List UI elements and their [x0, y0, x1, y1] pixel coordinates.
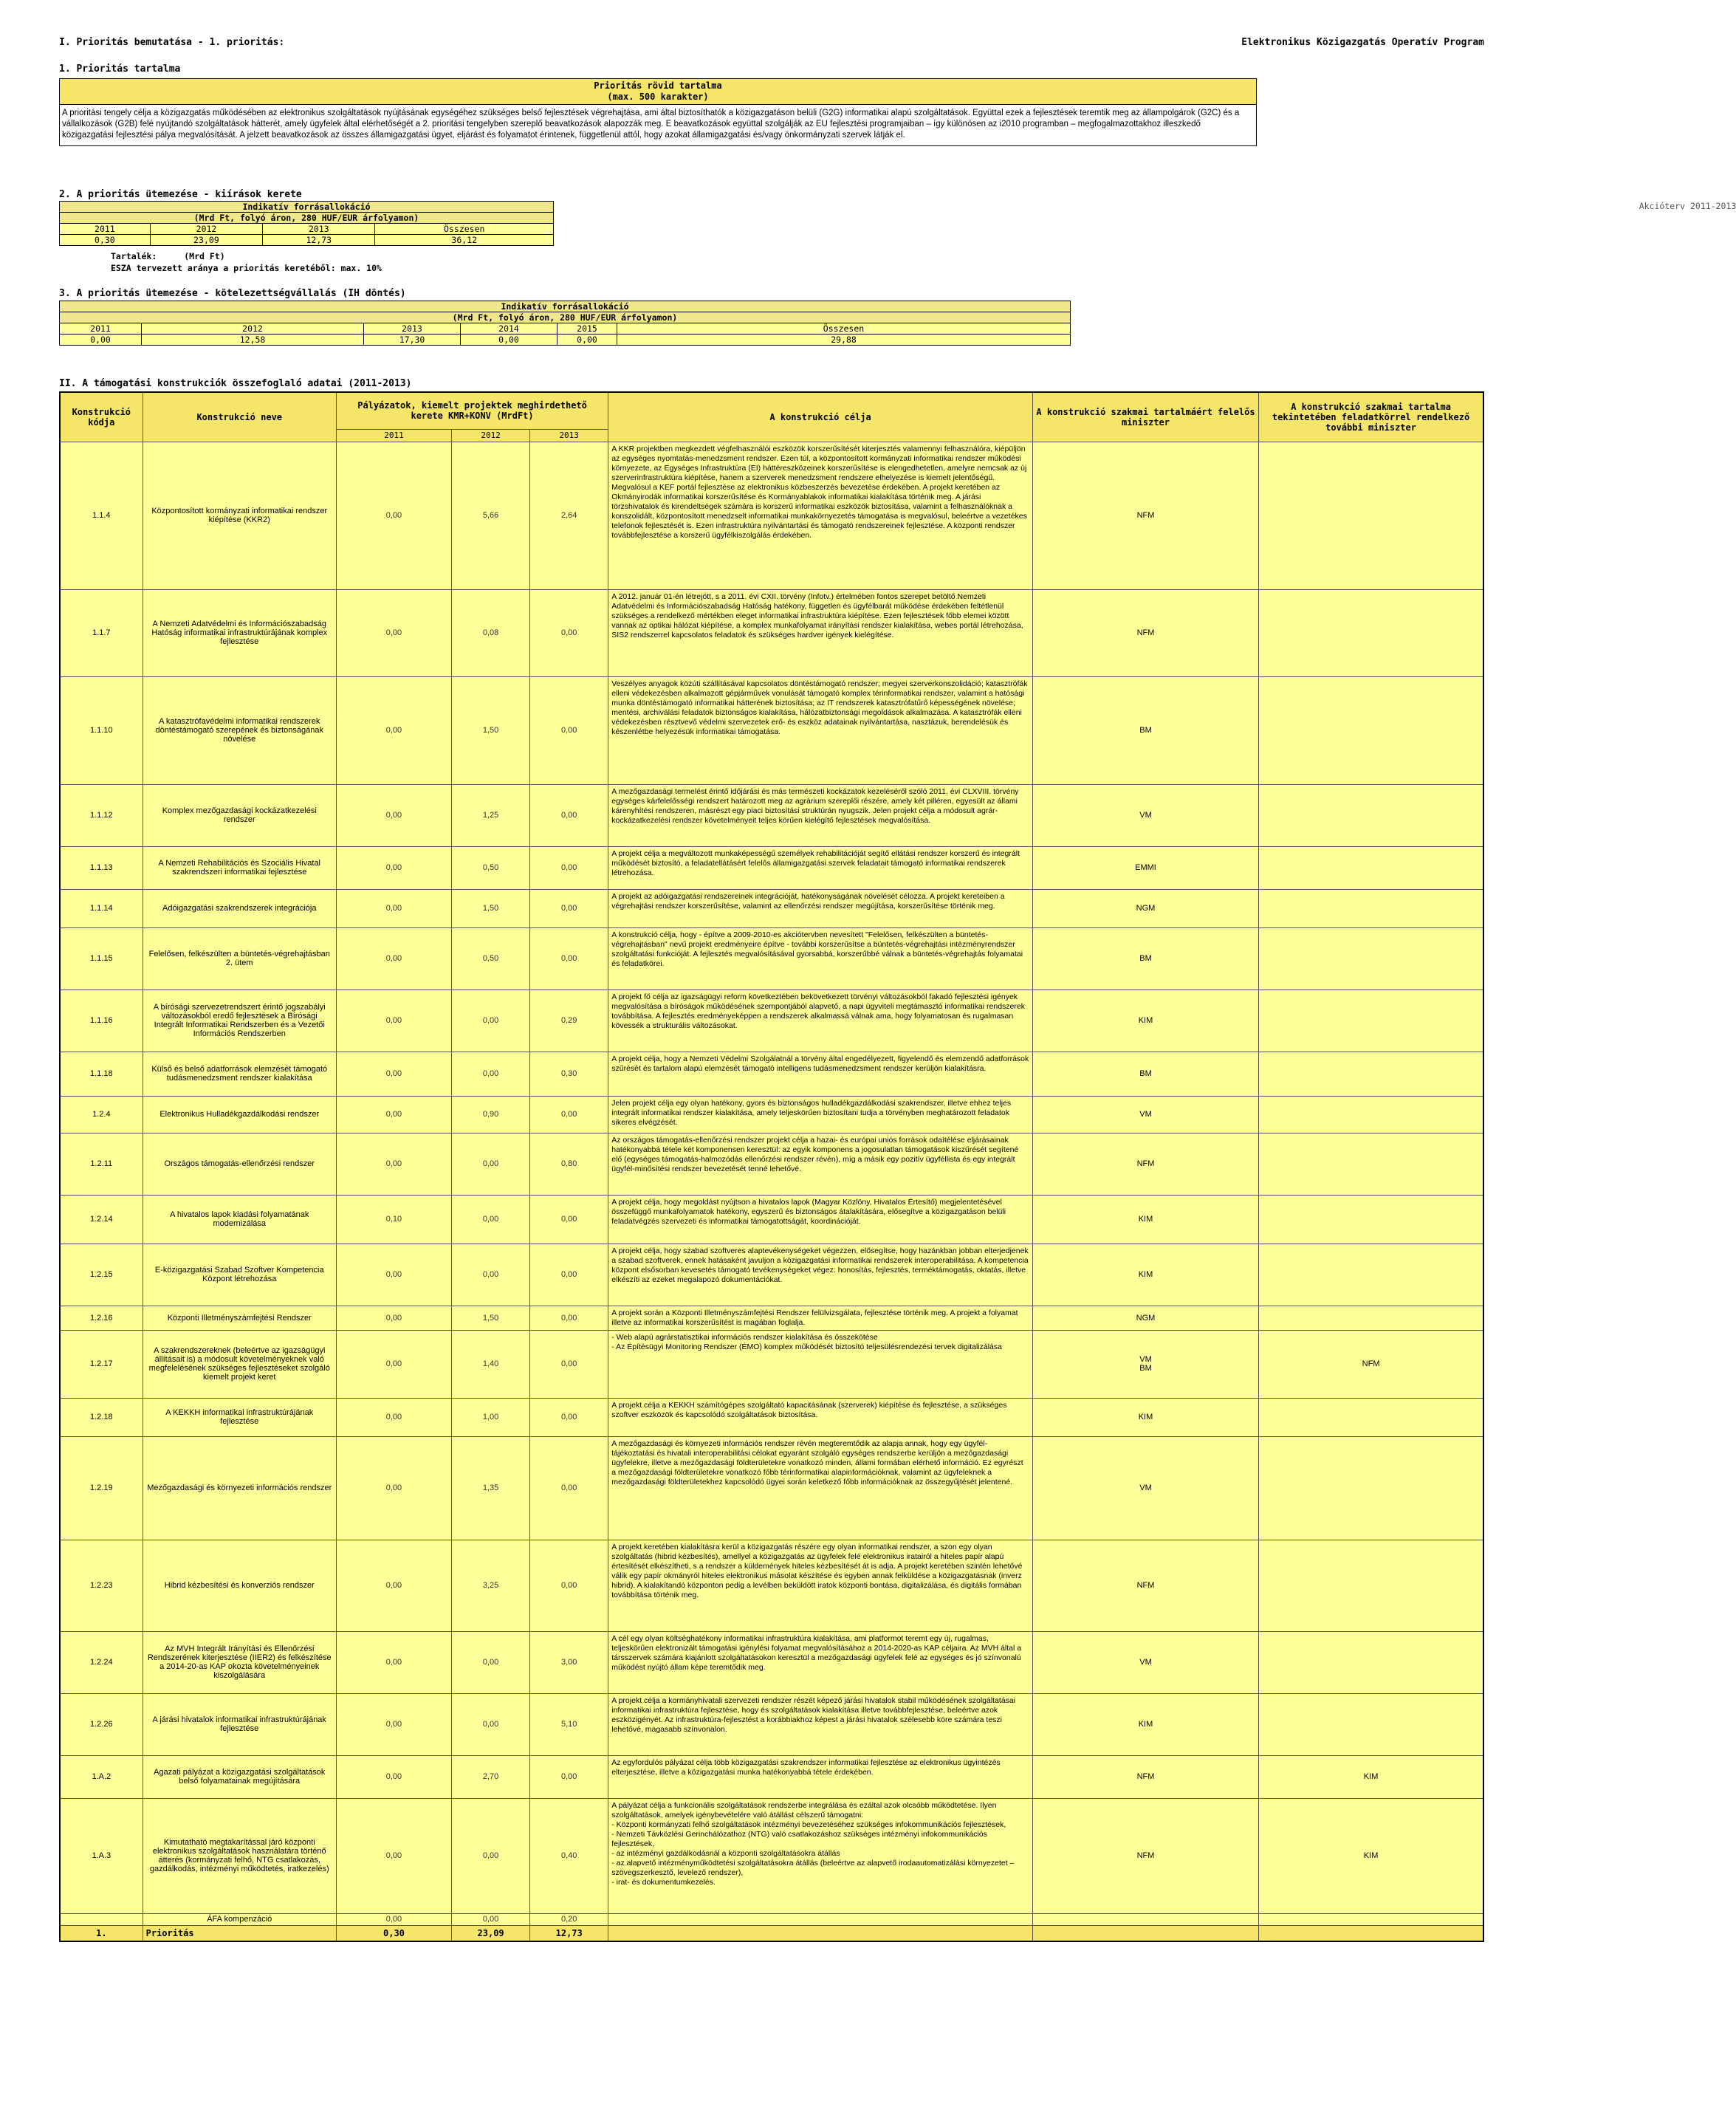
value-2011: 0,00	[336, 1755, 451, 1798]
page-header-right	[1241, 37, 1736, 211]
table-row	[60, 676, 1483, 784]
col-code-header: Konstrukció kódja	[60, 392, 143, 442]
construction-code: 1.2.15	[60, 1244, 143, 1306]
reserve-label: Tartalék:	[111, 251, 157, 261]
table-row	[60, 1631, 1483, 1693]
other-minister	[1259, 1540, 1483, 1631]
construction-code: 1.1.13	[60, 846, 143, 889]
value-2013: 0,00	[530, 784, 608, 846]
construction-name: Külső és belső adatforrások elemzését támogató tudásmenedzsment rendszer kialakítása	[143, 1052, 336, 1096]
value-2012: 0,00	[452, 990, 530, 1052]
responsible-minister: NFM	[1032, 589, 1258, 676]
other-minister	[1259, 1631, 1483, 1693]
construction-goal: A projekt célja a KEKKH számítógépes szolgáltató kapacitásának (szerverek) kiépítése és fejlesztése, a szükséges szoftver eszközök és kapcsolódó szolgáltatások biztosítása.	[608, 1398, 1033, 1436]
alloc-value: 23,09	[150, 235, 262, 246]
table-row	[60, 846, 1483, 889]
construction-goal: - Web alapú agrárstatisztikai információs rendszer kialakítása és összekötése - Az Építésügyi Monitoring Rendszer (ÉMO) komplex működését biztosító teljesülésrendezési tervek digitalizálása	[608, 1330, 1033, 1398]
alloc-col: Összesen	[375, 224, 554, 235]
responsible-minister: VM	[1032, 1096, 1258, 1133]
value-2011: 0,00	[336, 1133, 451, 1195]
table-row	[60, 1096, 1483, 1133]
other-minister	[1259, 1052, 1483, 1096]
construction-code: 1.1.4	[60, 442, 143, 589]
total-row	[60, 1925, 1483, 1941]
total-empty	[608, 1925, 1033, 1941]
construction-name: Elektronikus Hulladékgazdálkodási rendszer	[143, 1096, 336, 1133]
value-2012: 0,00	[452, 1052, 530, 1096]
table-row	[60, 1913, 1483, 1925]
responsible-minister: NGM	[1032, 889, 1258, 927]
commit-value: 0,00	[461, 335, 557, 346]
value-2012: 0,00	[452, 1798, 530, 1913]
construction-goal: A projekt során a Központi Illetményszámfejtési Rendszer felülvizsgálata, fejlesztése történik meg. A projekt a folyamat illetve az informatikai korszerűsítést is magában foglalja.	[608, 1306, 1033, 1330]
value-2012: 0,90	[452, 1096, 530, 1133]
other-minister	[1259, 1096, 1483, 1133]
value-2012: 2,70	[452, 1755, 530, 1798]
priority-content-body: A prioritási tengely célja a közigazgatás működésében az elektronikus szolgáltatások nyújtásának egységéhez szükséges belső fejlesztések végrehajtása, ami által biztosíthatók a közigazgatáson belüli (G2G) informatikai alapú szolgáltatások. Együttal ezek a fejlesztések teremtik meg az állampolgárok (G2C) és a vállalkozások (G2B) felé nyújtandó szolgáltatások hátterét, amely ügyfelek által elérhetőségét a 2. prioritási tengelyben szereplő beavatkozások alapozzák meg. E beavatkozások együttal szolgálják az EU fejlesztési programjaiban – így különösen az i2010 programban – megfogalmazottakhoz illeszkedő közigazgatási fejlesztési pálya megvalósítását. A jelzett beavatkozások az összes államigazgatási ügyet, eljárást és folyamatot érintenek, függetlenül attól, hogy azokat államigazgatási és/vagy önkormányzati szervek látják el.	[62, 109, 1240, 140]
construction-code: 1.1.12	[60, 784, 143, 846]
construction-goal: A projekt célja, hogy a Nemzeti Védelmi Szolgálatnál a törvény által engedélyezett, figyelendő és elemzendő adatforrások szűrését és tartalom alapú elemzését támogató intelligens tudásmenedzsment rendszer kerüljön kialakításra.	[608, 1052, 1033, 1096]
total-empty	[1259, 1925, 1483, 1941]
construction-goal: A konstrukció célja, hogy - építve a 2009-2010-es akciótervben nevesített "Felelősen, felkészülten a büntetés-végrehajtásban" nevű projekt eredményeire építve - további korszerűsítse a büntetés-végrehajtási intézményrendszer szolgáltatási funkcióját. A fejlesztés megvalósításával gyorsabbá, korszerűbbé válnak a büntetés-végrehajtás folyamatai és feladatkörei.	[608, 927, 1033, 990]
section1-heading: 1. Prioritás tartalma	[59, 64, 181, 75]
construction-goal: A KKR projektben megkezdett végfelhasználói eszközök korszerűsítését kiterjesztés valamennyi felhasználóra, kiépüljön az egységes nyomtatás-menedzsment rendszer. Ezen túl, a központosított kormányzati informatikai rendszer működési környezete, az Egységes Infrastruktúra (EI) háttéreszközeinek korszerűsítése is elengedhetetlen, amelyre nemcsak az új szerverinfrastruktúra kiépítése, hanem a szerverek menedzsment rendszere elhelyezése is kiemelt jelentőségű. Megvalósul a KEF portál fejlesztése az elektronikus közbeszerzés bevezetése érdekében. A projekt keretében az Okmányirodák informatikai korszerűsítése és Kormányablakok informatikai kialakítása történik meg. A járási törzshivatalok és kirendeltségek számára is korszerű informatikai eszközök biztosítása, valamint a felhasználóknak a konszolidált, központosított menedzselt informatikai munkakörnyezetés támogatása is megvalósul, beleértve a vezetékes telefonok fejlesztését is. Ezen infrastruktúra nyilvántartási és támogató rendszereinek fejlesztése. A központi rendszer továbbfejlesztése a korszerű ügyfélkiszolgálás érdekében.	[608, 442, 1033, 589]
table-row	[60, 1398, 1483, 1436]
value-2013: 0,00	[530, 927, 608, 990]
responsible-minister: VM	[1032, 1436, 1258, 1540]
value-2013: 2,64	[530, 442, 608, 589]
table-row	[60, 889, 1483, 927]
value-2013: 3,00	[530, 1631, 608, 1693]
construction-goal: Az országos támogatás-ellenőrzési rendszer projekt célja a hazai- és európai uniós források odaítélése eljárásainak hatékonyabbá tétele két komponensen keresztül: az egyik komponens a jogosulatlan támogatások kiszűrését segítené elő (egységes támogatás-halmozódás ellenőrzési rendszer révén), míg a másik egy pozitív ügyféllista és egy integrált ügyfél-minősítési rendszer bevezetését tenné lehetővé.	[608, 1133, 1033, 1195]
construction-goal: A projekt az adóigazgatási rendszereinek integrációját, hatékonyságának növelését célozza. A projekt kereteiben a végrehajtási rendszer korszerűsítése, valamint az ellenőrzési rendszer megújítása, korszerűsítése történik meg.	[608, 889, 1033, 927]
year-header: 2011	[336, 429, 451, 442]
table-row	[60, 589, 1483, 676]
total-code: 1.	[60, 1925, 143, 1941]
year-header: 2013	[530, 429, 608, 442]
value-2013: 0,80	[530, 1133, 608, 1195]
table-row	[60, 1540, 1483, 1631]
construction-name: A katasztrófavédelmi informatikai rendszerek döntéstámogató szerepének és biztonságának növelése	[143, 676, 336, 784]
responsible-minister: VM	[1032, 1631, 1258, 1693]
value-2013: 0,00	[530, 889, 608, 927]
construction-code: 1.2.17	[60, 1330, 143, 1398]
value-2013: 0,40	[530, 1798, 608, 1913]
priority-content-title	[60, 79, 1256, 105]
value-2011: 0,00	[336, 589, 451, 676]
allocation-table-calls	[59, 201, 554, 246]
value-2012: 1,50	[452, 676, 530, 784]
value-2012: 1,25	[452, 784, 530, 846]
construction-name: A KEKKH informatikai infrastruktúrájának fejlesztése	[143, 1398, 336, 1436]
alloc-col: 2011	[60, 224, 151, 235]
section4-heading: II. A támogatási konstrukciók összefoglaló adatai (2011-2013)	[59, 378, 412, 389]
priority-content-box	[59, 78, 1257, 146]
construction-name: Felelősen, felkészülten a büntetés-végrehajtásban 2. ütem	[143, 927, 336, 990]
construction-goal: A mezőgazdasági és környezeti információs rendszer révén megteremtődik az alapja annak, hogy egy ügyfél-tájékoztatási és hivatali interoperabilitási célokat egyaránt szolgáló egységes rendszerbe kerüljön a mezőgazdasági ügyfelekre, illetve a mezőgazdasági földterületekre vonatkozó minden, állami formában elérhető információ. Ez egyrészt a mezőgazdasági földterületekre vonatkozó főbb térinformatikai alapinformációknak, valamint az ügyfeleknek a mezőgazdasági földterületekhez kapcsolódó ügyei során keletkező főbb információknak az összegyűjtését jelentené.	[608, 1436, 1033, 1540]
value-2012: 0,00	[452, 1631, 530, 1693]
commit-col: 2014	[461, 323, 557, 335]
construction-code: 1.2.18	[60, 1398, 143, 1436]
construction-goal: Veszélyes anyagok közúti szállításával kapcsolatos döntéstámogató rendszer; megyei szerverkonszolidáció; katasztrófák elleni védekezésben alkalmazott gépjárművek vonulását támogató komplex térinformatikai rendszer, valamint a hatósági munka döntéstámogató informatikai hátterének biztosítása; az IT rendszerek katasztrófatűrő képességének növelése; mentési, archiválási feladatok biztonságos kialakítása, hálózatbiztonsági megoldások alkalmazása. A katasztrófák elleni védekezésben résztvevő védelmi szervezetek erő- és eszköz adatainak nyilvántartása, nasztázuk, berendelésük és készenlétbe helyezésük informatikai támogatása.	[608, 676, 1033, 784]
commit-subtitle: (Mrd Ft, folyó áron, 280 HUF/EUR árfolyamon)	[60, 312, 1071, 323]
construction-name: Mezőgazdasági és környezeti információs rendszer	[143, 1436, 336, 1540]
value-2012: 0,00	[452, 1913, 530, 1925]
construction-name: A bírósági szervezetrendszert érintő jogszabályi változásokból eredő fejlesztések a Bírósági Integrált Informatikai Rendszerben és a Vezetői Információs Rendszerben	[143, 990, 336, 1052]
construction-name: A Nemzeti Adatvédelmi és Információszabadság Hatóság informatikai infrastruktúrájának komplex fejlesztése	[143, 589, 336, 676]
value-2011: 0,00	[336, 1436, 451, 1540]
action-plan-label: Akcióterv 2011-2013	[1639, 201, 1736, 211]
table-row	[60, 1436, 1483, 1540]
construction-name: E-közigazgatási Szabad Szoftver Kompetencia Központ létrehozása	[143, 1244, 336, 1306]
responsible-minister: BM	[1032, 676, 1258, 784]
table-row	[60, 1195, 1483, 1244]
construction-code	[60, 1913, 143, 1925]
construction-code: 1.1.14	[60, 889, 143, 927]
other-minister: KIM	[1259, 1798, 1483, 1913]
value-2012: 1,40	[452, 1330, 530, 1398]
value-2011: 0,00	[336, 1398, 451, 1436]
value-2011: 0,00	[336, 927, 451, 990]
table-row	[60, 1798, 1483, 1913]
table-row	[60, 927, 1483, 990]
responsible-minister: BM	[1032, 927, 1258, 990]
alloc-value: 36,12	[375, 235, 554, 246]
other-minister	[1259, 676, 1483, 784]
construction-code: 1.1.18	[60, 1052, 143, 1096]
construction-goal: A mezőgazdasági termelést érintő időjárási és más természeti kockázatok kezeléséről szóló 2011. évi CLXVIII. törvény egységes kárfelelősségi rendszert határozott meg az agrárium szereplői részére, amely két pilléren, egyesült az állami kárenyhítési rendszeren, másrészt egy piaci biztosítási struktúrán nyugszik. Jelen projekt célja a módosult agrár-kockázatkezelési rendszer követelményeit teljes körűen kielégítő fejlesztések megvalósítása.	[608, 784, 1033, 846]
construction-name: Agazati pályázat a közigazgatási szolgáltatások belső folyamatainak megújítására	[143, 1755, 336, 1798]
construction-goal: Az egyfordulós pályázat célja több közigazgatási szakrendszer informatikai fejlesztése az elektronikus ügyintézés elterjesztése, illetve a közigazgatási munka hatékonyabbá tétele érdekében.	[608, 1755, 1033, 1798]
construction-name: Kimutatható megtakarítással járó központi elektronikus szolgáltatások használatára történő átterés (kormányzati felhő, NTG csatlakozás, gazdálkodás, intézményi működtetés, iratkezelés)	[143, 1798, 336, 1913]
construction-code: 1.2.16	[60, 1306, 143, 1330]
responsible-minister: KIM	[1032, 1693, 1258, 1755]
construction-name: A hivatalos lapok kiadási folyamatának modernizálása	[143, 1195, 336, 1244]
value-2012: 0,00	[452, 1244, 530, 1306]
other-minister	[1259, 784, 1483, 846]
value-2012: 0,50	[452, 846, 530, 889]
responsible-minister: NFM	[1032, 442, 1258, 589]
construction-code: 1.2.23	[60, 1540, 143, 1631]
construction-code: 1.2.19	[60, 1436, 143, 1540]
col-other-header: A konstrukció szakmai tartalma tekintetében feladatkörrel rendelkező további miniszter	[1259, 392, 1483, 442]
construction-goal: Jelen projekt célja egy olyan hatékony, gyors és biztonságos hulladékgazdálkodási szakrendszer, illetve ehhez teljes integrált informatikai rendszer kialakítása, amely teljeskörűen biztosítani tudja a törvényben meghatározott feladatok sikeres elvégzését.	[608, 1096, 1033, 1133]
col-budget-header: Pályázatok, kiemelt projektek meghirdethető kerete KMR+KONV (MrdFt)	[336, 392, 608, 429]
value-2011: 0,00	[336, 1631, 451, 1693]
value-2012: 1,00	[452, 1398, 530, 1436]
other-minister	[1259, 1693, 1483, 1755]
construction-code: 1.1.15	[60, 927, 143, 990]
value-2011: 0,00	[336, 1306, 451, 1330]
value-2011: 0,00	[336, 990, 451, 1052]
table-row	[60, 990, 1483, 1052]
value-2013: 5,10	[530, 1693, 608, 1755]
alloc-col: 2012	[150, 224, 262, 235]
commit-col: 2013	[364, 323, 461, 335]
value-2013: 0,29	[530, 990, 608, 1052]
commit-value: 0,00	[60, 335, 142, 346]
value-2013: 0,00	[530, 1244, 608, 1306]
construction-goal: A projekt célja, hogy szabad szoftveres alaptevékenységeket végezzen, elősegítse, hogy hazánkban jobban elterjedjenek a szabad szoftverek, ennek hatásaként javuljon a közigazgatási informatikai rendszerek interoperabilitása. A kompetencia központ elsősorban kevesetés támogató tevékenységeket végez: honosítás, fejlesztés, terméktámogatás, oktatás, illetve elkészíti az ezeket megalapozó dokumentációkat.	[608, 1244, 1033, 1306]
other-minister	[1259, 442, 1483, 589]
commit-title: Indikatív forrásallokáció	[60, 301, 1071, 312]
value-2011: 0,00	[336, 1052, 451, 1096]
responsible-minister: KIM	[1032, 1244, 1258, 1306]
other-minister	[1259, 589, 1483, 676]
value-2013: 0,00	[530, 1398, 608, 1436]
value-2011: 0,00	[336, 442, 451, 589]
commit-value: 0,00	[557, 335, 617, 346]
other-minister	[1259, 1436, 1483, 1540]
value-2011: 0,00	[336, 1693, 451, 1755]
value-2012: 5,66	[452, 442, 530, 589]
responsible-minister	[1032, 1913, 1258, 1925]
value-2011: 0,00	[336, 1798, 451, 1913]
value-2013: 0,20	[530, 1913, 608, 1925]
value-2013: 0,00	[530, 1436, 608, 1540]
box-title-line2: (max. 500 karakter)	[607, 92, 709, 102]
value-2011: 0,00	[336, 1913, 451, 1925]
value-2012: 1,50	[452, 1306, 530, 1330]
construction-code: 1.A.3	[60, 1798, 143, 1913]
other-minister	[1259, 1306, 1483, 1330]
value-2013: 0,00	[530, 589, 608, 676]
responsible-minister: KIM	[1032, 1398, 1258, 1436]
value-2013: 0,00	[530, 846, 608, 889]
section2-heading: 2. A prioritás ütemezése - kiírások kerete	[59, 189, 302, 200]
value-2011: 0,00	[336, 1244, 451, 1306]
total-label: Prioritás	[143, 1925, 336, 1941]
construction-name: Központi Illetményszámfejtési Rendszer	[143, 1306, 336, 1330]
responsible-minister: NFM	[1032, 1133, 1258, 1195]
year-header: 2012	[452, 429, 530, 442]
commit-value: 12,58	[142, 335, 364, 346]
esza-note: ESZA tervezett aránya a prioritás keretéből: max. 10%	[111, 263, 382, 273]
commit-col: 2012	[142, 323, 364, 335]
other-minister	[1259, 927, 1483, 990]
value-2013: 0,00	[530, 1306, 608, 1330]
value-2013: 0,00	[530, 1755, 608, 1798]
value-2012: 0,50	[452, 927, 530, 990]
value-2012: 0,00	[452, 1195, 530, 1244]
construction-goal: A projekt célja a megváltozott munkaképességű személyek rehabilitációját segítő ellátási rendszer korszerű és integrált működését biztosító, a feladatellátásért felelős államigazgatási szervek feladatait támogató informatikai rendszerek létrehozása.	[608, 846, 1033, 889]
total-2011: 0,30	[336, 1925, 451, 1941]
value-2013: 0,00	[530, 1096, 608, 1133]
commit-col: 2015	[557, 323, 617, 335]
table-row	[60, 1330, 1483, 1398]
reserve-note	[111, 251, 225, 261]
construction-code: 1.2.4	[60, 1096, 143, 1133]
total-empty	[1032, 1925, 1258, 1941]
responsible-minister: KIM	[1032, 1195, 1258, 1244]
alloc-value: 0,30	[60, 235, 151, 246]
other-minister	[1259, 846, 1483, 889]
col-minister-header: A konstrukció szakmai tartalmáért felelős miniszter	[1032, 392, 1258, 442]
construction-name: Központosított kormányzati informatikai rendszer kiépítése (KKR2)	[143, 442, 336, 589]
construction-code: 1.2.11	[60, 1133, 143, 1195]
table-row	[60, 1693, 1483, 1755]
construction-goal: A cél egy olyan költséghatékony informatikai infrastruktúra kialakítása, ami platformot teremt egy új, rugalmas, teljeskörűen elektronizált támogatási igénylési folyamat megvalósításához a 2014-2020-as KAP céljaira. Az MVH által a társszervek számára kiajánlott szolgáltatásokon keresztül a mezőgazdasági ügyfelek felé az egységes és jó színvonalú működést nyújtó állam képe teremtődik meg.	[608, 1631, 1033, 1693]
other-minister	[1259, 990, 1483, 1052]
other-minister	[1259, 1244, 1483, 1306]
responsible-minister: NFM	[1032, 1798, 1258, 1913]
table-row	[60, 1052, 1483, 1096]
responsible-minister: BM	[1032, 1052, 1258, 1096]
construction-name: ÁFA kompenzáció	[143, 1913, 336, 1925]
construction-name: Országos támogatás-ellenőrzési rendszer	[143, 1133, 336, 1195]
value-2011: 0,00	[336, 889, 451, 927]
allocation-table-commitments	[59, 301, 1071, 346]
other-minister	[1259, 1398, 1483, 1436]
other-minister	[1259, 1195, 1483, 1244]
commit-value: 17,30	[364, 335, 461, 346]
value-2012: 0,08	[452, 589, 530, 676]
other-minister	[1259, 1133, 1483, 1195]
value-2013: 0,00	[530, 1330, 608, 1398]
value-2012: 0,00	[452, 1133, 530, 1195]
table-row	[60, 442, 1483, 589]
construction-goal: A projekt fő célja az igazságügyi reform következtében bekövetkezett törvényi változásokból fakadó fejlesztési igények megvalósítása a bíróságok működésének szempontjából alapvető, a napi ügyviteli megtámasztó informatikai rendszerek továbbítása. A fejlesztés eredményeképpen a rendszerek alkalmassá válnak ama, hogy folyamatosan és rugalmasan kövessék a strukturális változásokat.	[608, 990, 1033, 1052]
responsible-minister: VM	[1032, 784, 1258, 846]
value-2011: 0,00	[336, 784, 451, 846]
table-row	[60, 1244, 1483, 1306]
responsible-minister: KIM	[1032, 990, 1258, 1052]
construction-code: 1.2.26	[60, 1693, 143, 1755]
construction-goal: A pályázat célja a funkcionális szolgáltatások rendszerbe integrálása és ezáltal azok olcsóbb működtetése. Ilyen szolgáltatások, amelyek igénybevételére való átállást célszerű támogatni: - Központi kormányzati felhő szolgáltatások intézményi bevezetéséhez szükséges infokommunikációs fejlesztések, - Nemzeti Távközlési Gerinchálózathoz (NTG) való csatlakozáshoz szükséges intézményi infokommunikációs fejlesztések, - az intézményi gazdálkodásnál a központi szolgáltatásokra átállás - az alapvető intézményműködtetési szolgáltatásokra átállás (beleértve az alapvető irodaautomatizálási környezetet – szövegszerkesztő, levelező rendszer), - irat- és dokumentumkezelés.	[608, 1798, 1033, 1913]
box-title-line1: Prioritás rövid tartalma	[594, 80, 722, 91]
value-2013: 0,00	[530, 1195, 608, 1244]
construction-goal	[608, 1913, 1033, 1925]
responsible-minister: NFM	[1032, 1540, 1258, 1631]
commit-col: Összesen	[617, 323, 1071, 335]
construction-name: A Nemzeti Rehabilitációs és Szociális Hivatal szakrendszeri informatikai fejlesztése	[143, 846, 336, 889]
other-minister: NFM	[1259, 1330, 1483, 1398]
value-2013: 0,00	[530, 1540, 608, 1631]
construction-goal: A projekt célja, hogy megoldást nyújtson a hivatalos lapok (Magyar Közlöny, Hivatalos Értesítő) megjelentetésével összefüggő munkafolyamatok hatékony, egyszerű és biztonságos átalakítására, elősegítve a közigazgatáson belüli feladatvégzés szervezeti és informatikai támogatottságát, koordinációját.	[608, 1195, 1033, 1244]
other-minister: KIM	[1259, 1755, 1483, 1798]
alloc-title: Indikatív forrásallokáció	[60, 202, 554, 213]
value-2011: 0,00	[336, 1540, 451, 1631]
construction-name: A járási hivatalok informatikai infrastruktúrájának fejlesztése	[143, 1693, 336, 1755]
value-2012: 1,35	[452, 1436, 530, 1540]
alloc-value: 12,73	[263, 235, 375, 246]
construction-goal: A projekt célja a kormányhivatali szervezeti rendszer részét képező járási hivatalok stabil működésének szolgáltatásai informatikai infrastruktúra fejlesztése, hogy és szolgáltatások kialakítása illetve továbbfejlesztése, beleértve azok eszközigényét. Az infrastruktúra-fejlesztést a korábbiakhoz képest a járási hivatalok szélesebb köre számára teszi lehetővé, magasabb színvonalon.	[608, 1693, 1033, 1755]
responsible-minister: EMMI	[1032, 846, 1258, 889]
page-header-title: I. Prioritás bemutatása - 1. prioritás:	[59, 37, 285, 48]
constructions-table	[59, 391, 1484, 1942]
table-row	[60, 1133, 1483, 1195]
value-2011: 0,00	[336, 1096, 451, 1133]
alloc-subtitle: (Mrd Ft, folyó áron, 280 HUF/EUR árfolyamon)	[60, 213, 554, 224]
construction-name: Komplex mezőgazdasági kockázatkezelési rendszer	[143, 784, 336, 846]
construction-name: Az MVH Integrált Irányítási és Ellenőrzési Rendszerének kiterjesztése (IIER2) és felkészítése a 2014-20-as KAP okozta követelményeinek kiszolgálására	[143, 1631, 336, 1693]
value-2011: 0,00	[336, 846, 451, 889]
other-minister	[1259, 1913, 1483, 1925]
value-2012: 0,00	[452, 1693, 530, 1755]
alloc-col: 2013	[263, 224, 375, 235]
value-2011: 0,00	[336, 676, 451, 784]
construction-code: 1.1.16	[60, 990, 143, 1052]
construction-name: Adóigazgatási szakrendszerek integrációja	[143, 889, 336, 927]
reserve-unit: (Mrd Ft)	[184, 251, 225, 261]
other-minister	[1259, 889, 1483, 927]
value-2013: 0,00	[530, 676, 608, 784]
construction-code: 1.A.2	[60, 1755, 143, 1798]
table-row	[60, 1306, 1483, 1330]
program-title: Elektronikus Közigazgatás Operatív Program	[1241, 37, 1484, 48]
construction-code: 1.2.24	[60, 1631, 143, 1693]
construction-code: 1.1.7	[60, 589, 143, 676]
value-2011: 0,10	[336, 1195, 451, 1244]
total-2012: 23,09	[452, 1925, 530, 1941]
construction-code: 1.2.14	[60, 1195, 143, 1244]
table-row	[60, 784, 1483, 846]
responsible-minister: NFM	[1032, 1755, 1258, 1798]
construction-name: A szakrendszereknek (beleértve az igazságügyi állításait is) a módosult követelményeknek való megfelelésének szükséges fejlesztéseket szolgáló kiemelt projekt keret	[143, 1330, 336, 1398]
value-2013: 0,30	[530, 1052, 608, 1096]
section3-heading: 3. A prioritás ütemezése - kötelezettségvállalás (IH döntés)	[59, 288, 406, 299]
construction-goal: A 2012. január 01-én létrejött, s a 2011. évi CXII. törvény (Infotv.) értelmében fontos szerepet betöltő Nemzeti Adatvédelmi és Információszabadság Hatóság hatékony, független és ügyfélbarát működése érdekében feltétlenül szükséges a rendelkező mértékben eleget informatikai infrastruktúra kiépítése. Ezen fejlesztések főbb elemei között vannak az optikai hálózat kiépítése, a komplex munkafolyamat irányítási rendszer kialakítása, webes portál létrehozása, SIS2 rendszerrel kapcsolatos feladatok és szükséges hardver igények kielégítése.	[608, 589, 1033, 676]
construction-code: 1.1.10	[60, 676, 143, 784]
value-2012: 1,50	[452, 889, 530, 927]
col-goal-header: A konstrukció célja	[608, 392, 1033, 442]
responsible-minister: NGM	[1032, 1306, 1258, 1330]
value-2011: 0,00	[336, 1330, 451, 1398]
commit-value: 29,88	[617, 335, 1071, 346]
responsible-minister: VM BM	[1032, 1330, 1258, 1398]
table-row	[60, 1755, 1483, 1798]
commit-col: 2011	[60, 323, 142, 335]
col-name-header: Konstrukció neve	[143, 392, 336, 442]
construction-goal: A projekt keretében kialakításra kerül a közigazgatás részére egy olyan informatikai rendszer, a szon egy olyan szolgáltatás (hibrid kézbesítés), amellyel a közigazgatás az ügyfelek felé elektronikus iratairól a hiteles papír alapú értesítését elkészítheti, s a rendszer a küldemények hiteles kézbesítését át is adja. A projekt keretében szintén lehetővé válik egy papír okmányról hiteles elektronikus másolat készítése és egyben annak felküldése a közigazgatásnak (inverz hibrid). A kialakítandó központon pedig a levélben beküldött iratok központi bontása, digitalizálása, és digitális formában továbbítása történik meg.	[608, 1540, 1033, 1631]
value-2012: 3,25	[452, 1540, 530, 1631]
construction-name: Hibrid kézbesítési és konverziós rendszer	[143, 1540, 336, 1631]
total-2013: 12,73	[530, 1925, 608, 1941]
